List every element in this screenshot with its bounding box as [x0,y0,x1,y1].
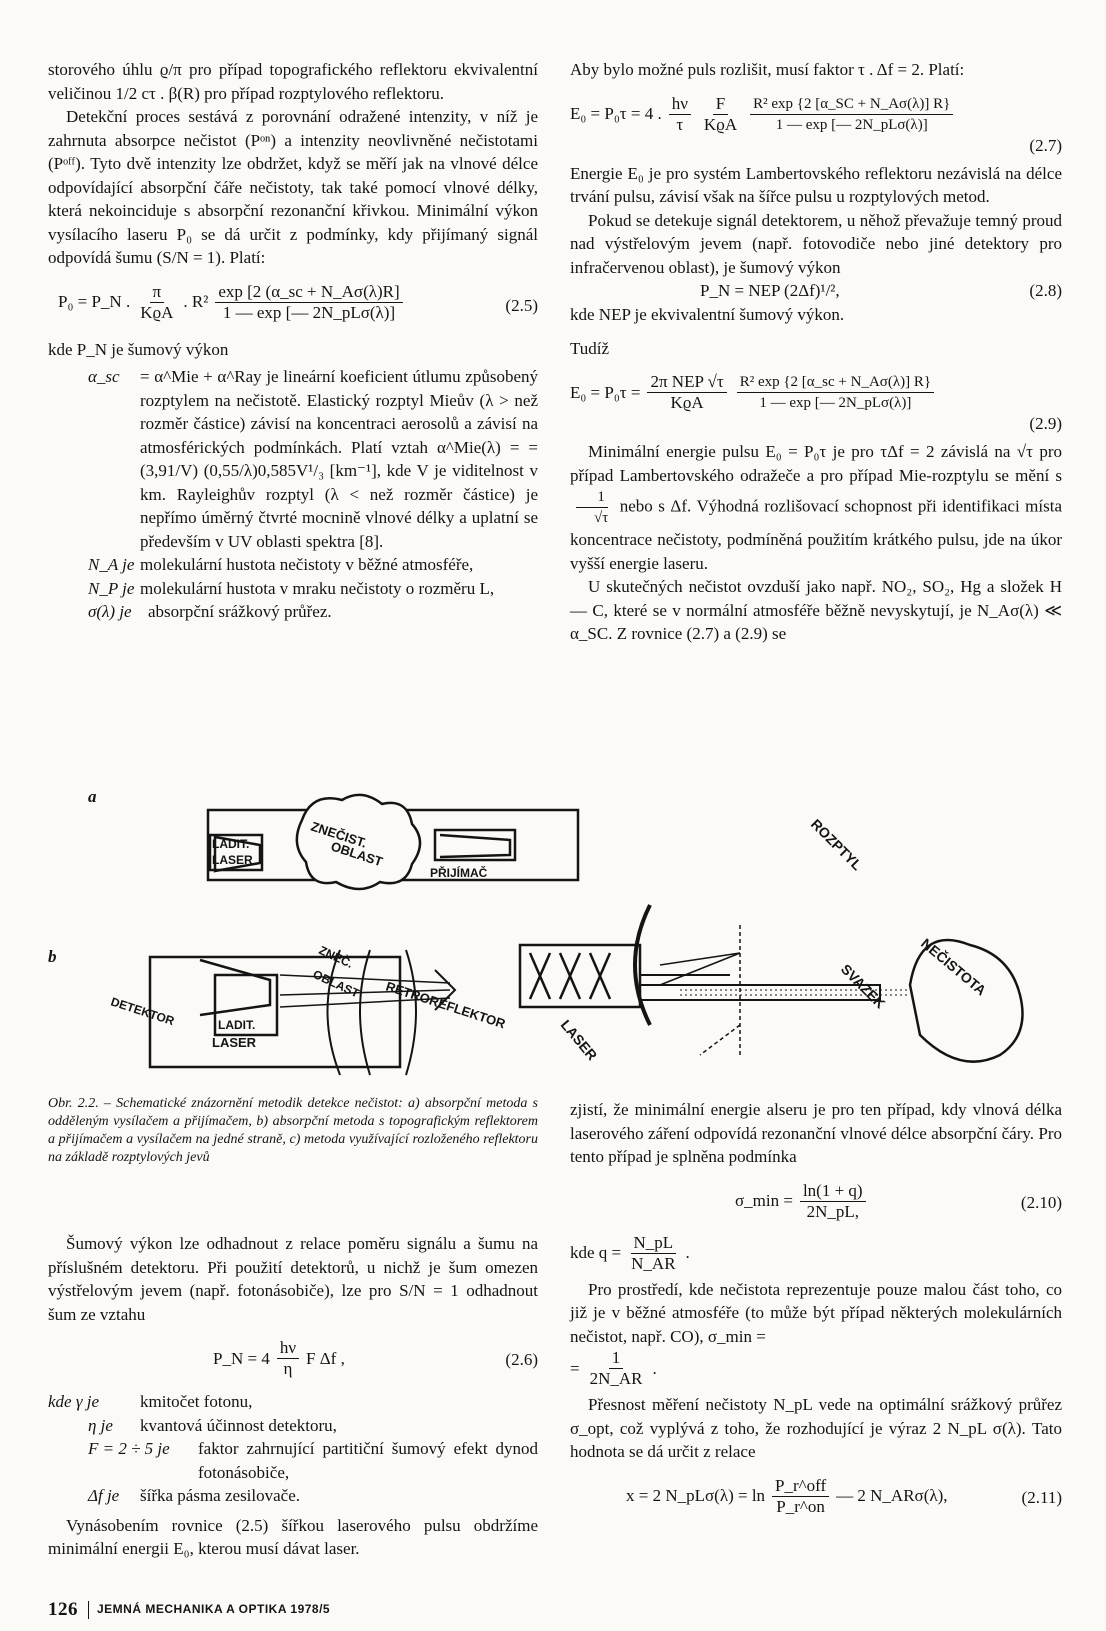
left-paragraph-1: storového úhlu ϱ/π pro případ topografického reflektoru ekvivalentní veličinou 1/2 cτ . β(R) pro případ rozptylového reflektoru. [48,60,538,103]
eq29-lhs: E₀ = P₀τ = [570,382,641,402]
eq211-lhs: x = 2 N_pLσ(λ) = ln [626,1486,766,1506]
def2-desc: šířka pásma zesilovače. [140,1486,301,1505]
diagram-c-cloud [910,940,1023,1062]
def2-row [48,1414,538,1438]
p9-frac-num: 1 [609,1348,624,1369]
eq210-frac-num: ln(1 + q) [800,1181,866,1202]
page-number: 126 [48,1599,78,1620]
eq25-mid: . R² [183,292,209,312]
eq26-lhs: P_N = 4 [213,1348,270,1368]
def-row [48,553,538,577]
figure-drawing [40,785,1070,1085]
left-paragraph-3: Šumový výkon lze odhadnout z relace poměru signálu a šumu na příslušném detektoru. Při použití detektorů, u nichž je šum omezen výstřelovým jevem (např. fotonásobiče), lze pro S/N = 1 odhadnout šum ze vztahu [48,1234,538,1324]
def2-desc: kmitočet fotonu, [140,1392,253,1411]
b-cloud-label-2: OBLAST [310,967,362,1001]
def-desc: = α^Mie + α^Ray je lineární koeficient útlumu způsobený rozptylem na nečistotě. Elastický rozptyl Mieův (λ > než rozměr částice) závisí na koncentraci aerosolů a závisí na atmosférických podmínkách. Platí vztah α^Mie(λ) = = (3,91/V) (0,55/λ)0,585V¹/₃ [km⁻¹], kde V je viditelnost v km. Rayleighův rozptyl (λ < než rozměr částice) je nepřímo úměrný čtvrté mocnině vlnové délky a uplatní se především v UV oblasti spektra [8]. [140,367,538,551]
eq27-frac2-den: KϱA [703,114,738,134]
eq211-frac-den: P_r^on [776,1496,825,1516]
right-paragraph-10: Přesnost měření nečistoty N_pL vede na optimální srážkový průřez σ_opt, což vyplývá z toho, že rozhodující je výraz 2 N_pL σ(λ). Tato hodnota se dá určit z relace [570,1395,1062,1461]
eq27-frac1-den: τ [676,114,684,134]
eq26-frac-den: η [283,1359,293,1378]
b-detector-label: DETEKTOR [109,994,176,1029]
kde-q-label: kde q = [570,1243,622,1263]
c-scatter-label: ROZPTYL [807,815,866,874]
eq25-lhs: P₀ = P_N . [58,292,131,312]
c-laser-label: LASER [557,1016,601,1064]
right-paragraph-4: kde NEP je ekvivalentní šumový výkon. [570,305,845,324]
journal-name: JEMNÁ MECHANIKA A OPTIKA 1978/5 [97,1602,331,1616]
equation-2-11 [570,1470,1062,1522]
eq27-frac2-num: F [713,94,728,115]
left-paragraph-2: Detekční proces sestává z porovnání odražené intenzity, v níž je zahrnuta absorpce nečistot (Pᵒⁿ) a intenzity neovlivněné nečistotami (Pᵒᶠᶠ). Tyto dvě intenzity lze obdržet, když se měří jak na vlnové délce odpovídající absorpční čáře nečistoty, tak také pomocí vlnové délky, která nekoinciduje s absorpční rezonanční křivkou. Minimální výkon vysílacího laseru P₀ se dá určit z podmínky, kdy přijímaný signál odpovídá šumu (S/N = 1). Platí: [48,107,538,267]
kde-q-definition: kde q = $\frac{N\_pL}{N\_AR}$ . [570,1232,690,1273]
b-retro-label: RETROREFLEKTOR [384,978,508,1032]
left-column-bottom [48,1232,538,1561]
p6-text-a: Minimální energie pulsu E₀ = P₀τ je pro τΔf = 2 závislá na √τ pro případ Lambertovského odražeče a pro případ Mie-rozptylu se mění s [570,442,1062,485]
def-desc: molekulární hustota v mraku nečistoty o rozměru L, [140,578,495,598]
equation-2-10 [570,1175,1062,1227]
eq27-frac3-num: R² exp {2 [α_SC + N_Aσ(λ)] R} [750,94,953,115]
right-paragraph-2: Energie E₀ je pro systém Lambertovského reflektoru nezávislá na délce trvání pulsu, závisí však na šířce pulsu u rozptylových metod. [570,163,1062,206]
left-paragraph-4: Vynásobením rovnice (2.5) šířkou laserového pulsu obdržíme minimální energii E₀, kterou musí dávat laser. [48,1515,538,1558]
kde-q-den: N_AR [631,1253,676,1273]
footer-divider [88,1601,89,1619]
kde-pn: kde P_N je šumový výkon [48,339,229,359]
eq25-number: (2.5) [505,295,538,315]
equation-2-9 [570,366,1062,434]
right-paragraph-9: Pro prostředí, kde nečistota reprezentuje pouze malou část toho, co již je v běžné atmosféře (to může být případ některých molekulárních nečistot, např. CO), σ_min = [570,1279,1062,1346]
p6-frac-den: √τ [594,510,609,526]
def-row [48,600,538,624]
eq27-lhs: E₀ = P₀τ = 4 . [570,104,662,124]
figure-caption: Obr. 2.2. – Schematické znázornění metodik detekce nečistot: a) absorpční metoda s odděleným vysílačem a přijímačem, b) absorpční metoda s topografickým reflektorem a přijímačem a vysílačem na jedné straně, c) metoda využívající rozloženého reflektoru na základě rozptylových jevů [48,1096,538,1165]
figure-2-2 [40,785,1070,1085]
eq29-number: (2.9) [1029,414,1062,433]
p6-text-b: nebo s Δf. Výhodná rozlišovací schopnost při identifikaci místa koncentrace nečistoty, podmíněná použitím krátkého pulsu, jde na úkor vyšší energie laseru. [570,496,1062,573]
eq25-frac1-den: KϱA [140,302,174,322]
equation-2-5 [48,276,538,332]
a-cloud-label: ZNEČIST. [309,818,369,851]
eq26-frac-num: hν [277,1338,299,1359]
eq26-number: (2.6) [505,1350,538,1369]
figure-label-a: a [88,787,97,806]
def2-desc: faktor zahrnující partitiční šumový efekt dynod fotonásobiče, [198,1439,538,1482]
def2-row [48,1390,538,1414]
b-cloud-label: ZNEČ. [316,943,356,971]
right-paragraph-6 [570,440,1062,575]
eq29-frac1-num: 2π NEP √τ [647,372,726,393]
eq27-number: (2.7) [1029,135,1062,155]
b-laser-label-2: LASER [212,1035,257,1050]
left-column [48,58,538,624]
def2-row [48,1437,538,1484]
eq27-frac1-num: hν [669,94,691,115]
def-term: α_sc [88,367,120,386]
equation-2-6 [48,1332,538,1384]
eq210-number: (2.10) [1020,1192,1062,1212]
def-row [48,577,538,601]
eq211-number: (2.11) [1021,1487,1062,1507]
def-term: N_P je [88,578,135,598]
eq29-frac1-den: KϱA [670,393,704,412]
c-beam-label: SVAZEK [837,960,889,1012]
def2-term: Δf je [88,1486,120,1505]
equation-2-7 [570,88,1062,156]
def-term: σ(λ) je [88,602,132,621]
def-desc: absorpční srážkový průřez. [148,602,332,621]
page-footer [48,1598,330,1622]
right-paragraph-8: zjistí, že minimální energie alseru je pro ten případ, kdy vlnová délka laserového záření odpovídá rezonanční vlnové délce absorpční čáry. Pro tento případ je splněna podmínka [570,1100,1062,1166]
right-column-bottom [570,1098,1062,1528]
def-desc: molekulární hustota nečistoty v běžné atmosféře, [140,555,474,574]
p9-eq-lhs: = [570,1358,580,1378]
c-impurity-label: NEČISTOTA [918,935,990,999]
figure-label-b: b [48,947,57,966]
eq25-frac2-num: exp [2 (α_sc + N_Aσ(λ)R] [215,282,402,303]
b-laser-label-1: LADIT. [218,1018,256,1032]
eq28-number: (2.8) [1029,281,1062,300]
def-term: N_A je [88,555,135,574]
a-laser-label-2: LASER [212,853,253,867]
eq210-lhs: σ_min = [735,1191,793,1211]
eq29-frac2-num: R² exp {2 [α_sc + N_Aσ(λ)] R} [737,372,934,393]
right-paragraph-1: Aby bylo možné puls rozlišit, musí faktor τ . Δf = 2. Platí: [570,60,965,79]
def2-term: η je [88,1415,113,1435]
def-row [48,365,538,553]
diagram-b-frame [150,957,400,1067]
def2-term: kde γ je [48,1392,100,1411]
eq211-rhs: — 2 N_ARσ(λ), [836,1486,948,1506]
definition-list-2 [48,1390,538,1508]
right-paragraph-5: Tudíž [570,338,610,358]
eq29-frac2-den: 1 — exp [— 2N_pLσ(λ)] [759,395,912,411]
p6-frac-num: 1 [576,487,608,508]
eq25-frac1-num: π [150,282,165,303]
eq210-frac-den: 2N_pL, [806,1201,859,1221]
sigma-min-expression: = $\frac{1}{2N\_AR}$ . [570,1348,657,1388]
right-paragraph-7: U skutečných nečistot ovzduší jako např. NO₂, SO₂, Hg a složek H — C, které se v normální atmosféře běžně nevyskytují, je N_Aσ(λ) ≪ α_SC. Z rovnice (2.7) a (2.9) se [570,577,1062,643]
definition-list [48,365,538,624]
kde-q-num: N_pL [631,1233,677,1254]
right-column [570,58,1062,646]
eq26-rhs: F Δf , [306,1348,345,1368]
right-paragraph-3: Pokud se detekuje signál detektorem, u něhož převažuje temný proud nad výstřelovým jevem (např. fotovodiče nebo jiné detektory pro infračervenou oblast), je šumový výkon [570,210,1062,277]
a-laser-label-1: LADIT. [212,837,250,851]
eq211-frac-num: P_r^off [772,1476,829,1497]
def2-desc: kvantová účinnost detektoru, [140,1415,337,1435]
def2-row [48,1484,538,1508]
equation-2-8 [570,279,1062,303]
eq25-frac2-den: 1 — exp [— 2N_pLσ(λ)] [222,302,396,322]
eq27-frac3-den: 1 — exp [— 2N_pLσ(λ)] [775,116,928,133]
a-cloud-label-2: OBLAST [329,838,385,870]
a-receiver-label: PŘIJÍMAČ [430,866,488,880]
def2-term: F = 2 ÷ 5 je [88,1439,170,1458]
eq28-body: P_N = NEP (2Δf)¹/², [700,281,840,300]
p9-frac-den: 2N_AR [589,1369,643,1388]
